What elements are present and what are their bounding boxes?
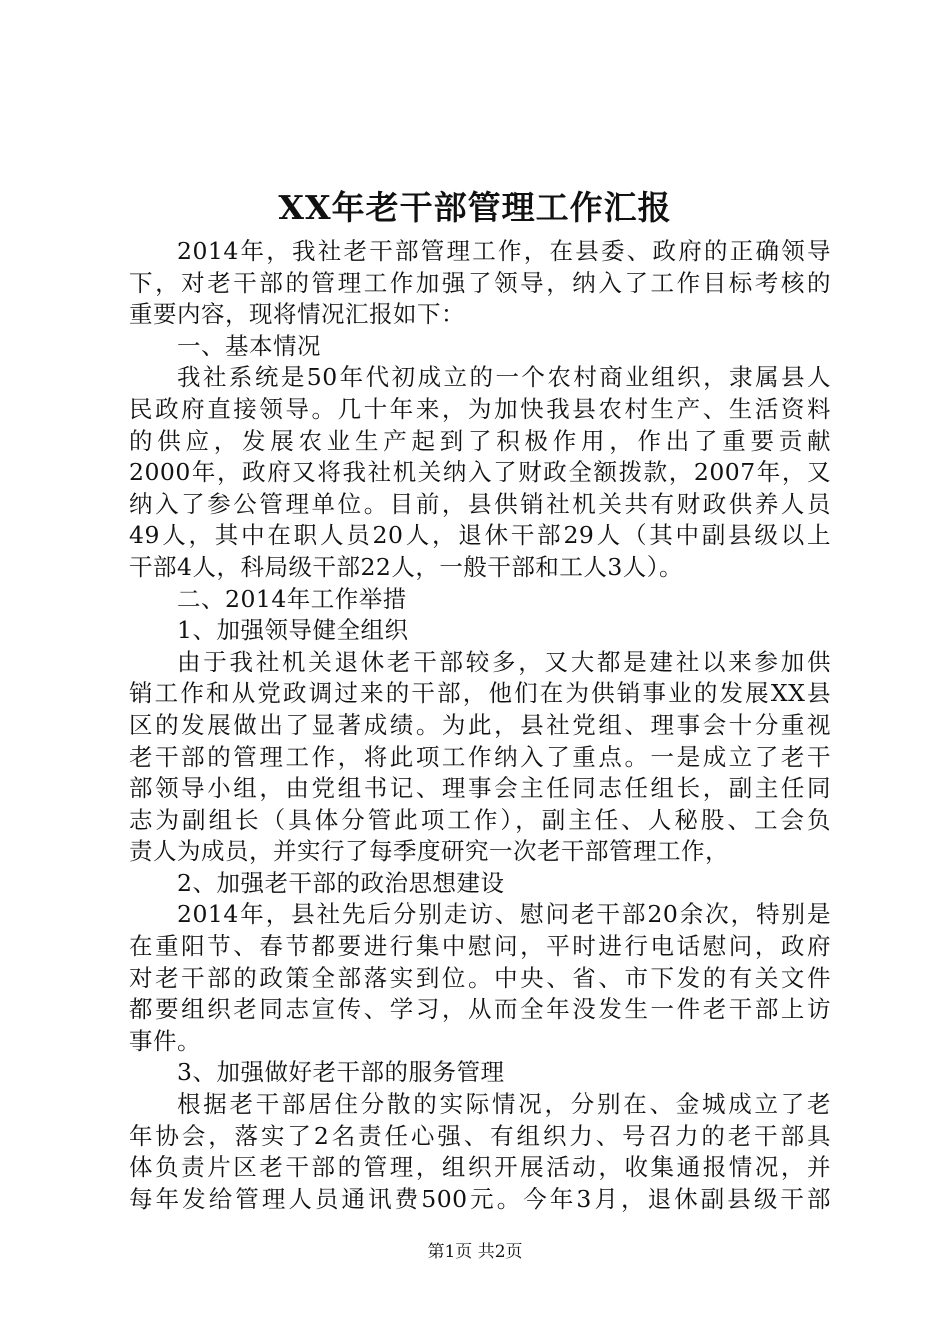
paragraph-line: 纳入了参公管理单位。目前，县供销社机关共有财政供养人员 [129, 489, 831, 518]
paragraph-line: 区的发展做出了显著成绩。为此，县社党组、理事会十分重视 [129, 710, 831, 739]
paragraph-line: 我社系统是50年代初成立的一个农村商业组织，隶属县人 [177, 363, 831, 392]
paragraph-line: 部领导小组，由党组书记、理事会主任同志任组长，副主任同 [129, 774, 831, 803]
paragraph-line: 责人为成员，并实行了每季度研究一次老干部管理工作， [129, 837, 729, 866]
subsection-heading: 2、加强老干部的政治思想建设 [177, 868, 505, 897]
paragraph-line: 对老干部的政策全部落实到位。中央、省、市下发的有关文件 [129, 963, 831, 992]
paragraph-line: 年协会，落实了2名责任心强、有组织力、号召力的老干部具 [129, 1121, 831, 1150]
paragraph-line: 2014年，我社老干部管理工作，在县委、政府的正确领导 [177, 237, 831, 265]
paragraph-line: 都要组织老同志宣传、学习，从而全年没发生一件老干部上访 [129, 995, 831, 1024]
section-heading: 二、2014年工作举措 [177, 584, 407, 613]
paragraph-line: 体负责片区老干部的管理，组织开展活动，收集通报情况，并 [129, 1153, 831, 1182]
paragraph-line: 在重阳节、春节都要进行集中慰问，平时进行电话慰问，政府 [129, 932, 831, 961]
paragraph-line: 49人，其中在职人员20人，退休干部29人（其中副县级以上 [129, 521, 831, 550]
paragraph-line: 干部4人，科局级干部22人，一般干部和工人3人）。 [129, 552, 684, 581]
paragraph-line: 重要内容，现将情况汇报如下： [129, 300, 465, 329]
paragraph-line: 民政府直接领导。几十年来，为加快我县农村生产、生活资料 [129, 394, 831, 423]
paragraph-line: 志为副组长（具体分管此项工作），副主任、人秘股、工会负 [129, 805, 831, 834]
paragraph-line: 根据老干部居住分散的实际情况，分别在、金城成立了老 [177, 1090, 831, 1119]
paragraph-line: 事件。 [129, 1026, 201, 1055]
section-heading: 一、基本情况 [177, 331, 321, 360]
subsection-heading: 1、加强领导健全组织 [177, 616, 409, 645]
paragraph-line: 由于我社机关退休老干部较多，又大都是建社以来参加供 [177, 647, 831, 676]
paragraph-line: 2000年，政府又将我社机关纳入了财政全额拨款，2007年，又 [129, 458, 831, 487]
document-title: XX年老干部管理工作汇报 [278, 188, 672, 227]
paragraph-line: 每年发给管理人员通讯费500元。今年3月，退休副县级干部 [129, 1184, 831, 1213]
subsection-heading: 3、加强做好老干部的服务管理 [177, 1058, 505, 1087]
paragraph-line: 的供应，发展农业生产起到了积极作用，作出了重要贡献 [129, 426, 831, 455]
paragraph-line: 销工作和从党政调过来的干部，他们在为供销事业的发展XX县 [129, 679, 831, 708]
paragraph-line: 下，对老干部的管理工作加强了领导，纳入了工作目标考核的 [129, 268, 831, 297]
page-footer: 第1页 共2页 [427, 1242, 523, 1262]
document-body [129, 236, 831, 1215]
paragraph-line: 老干部的管理工作，将此项工作纳入了重点。一是成立了老干 [129, 742, 831, 771]
paragraph-line: 2014年，县社先后分别走访、慰问老干部20余次，特别是 [177, 900, 831, 929]
